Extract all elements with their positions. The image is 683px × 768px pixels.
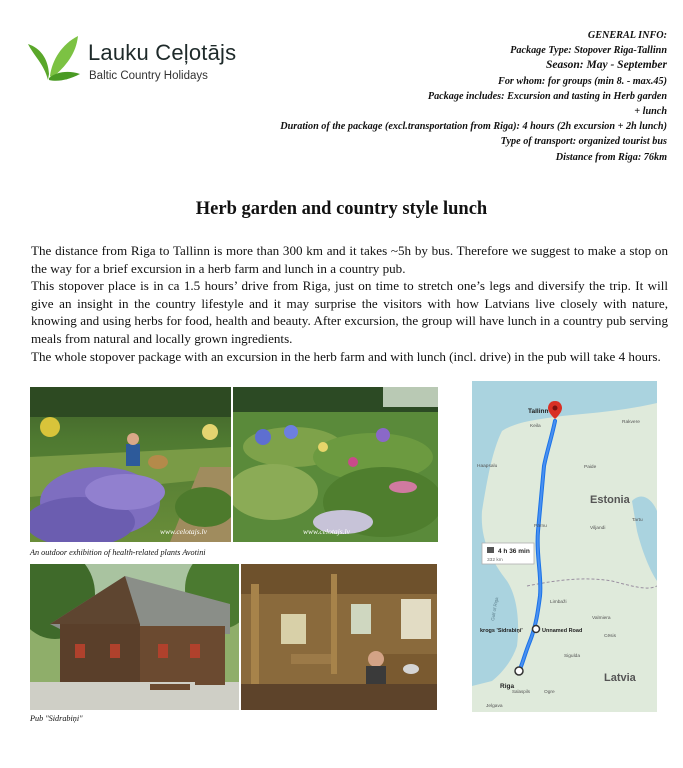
map-city-riga: Riga: [500, 683, 515, 690]
map-town-sigulda: Sigulda: [564, 654, 581, 659]
route-distance: 332 km: [487, 558, 503, 563]
paragraph: The whole stopover package with an excursion in the herb farm and with lunch (incl. drive) in the pub will take 4 hours.: [31, 348, 661, 364]
duration: Duration of the package (excl.transportation from Riga): 4 hours (2h excursion + 2h lunch): [280, 121, 667, 133]
map-town-jelgava: Jelgava: [486, 704, 503, 709]
brand-logo: [26, 34, 246, 84]
body-text: [31, 242, 668, 365]
map-country-latvia: Latvia: [604, 672, 636, 684]
map-town-tartu: Tartu: [632, 518, 643, 523]
caption-pub: Pub "Sidrabiņi": [30, 714, 83, 723]
map-town-keila: Keila: [530, 424, 541, 429]
season: Season: May - September: [545, 59, 667, 72]
map-town-viljandi: Viljandi: [590, 526, 606, 531]
page-title: Herb garden and country style lunch: [195, 199, 488, 219]
map-poi-road: Unnamed Road: [542, 628, 583, 634]
general-info: [280, 28, 667, 165]
route-map: [472, 381, 657, 712]
distance: Distance from Riga: 76km: [555, 151, 667, 163]
map-country-estonia: Estonia: [590, 494, 630, 506]
map-town-parnu: Pärnu: [534, 524, 547, 529]
map-town-salaspils: Salaspils: [512, 689, 531, 694]
photo-lavender-garden: [30, 387, 231, 542]
caption-garden: An outdoor exhibition of health-related plants Avotini: [30, 548, 206, 557]
photo-pub-exterior: [30, 564, 239, 710]
paragraph: This stopover place is in ca 1.5 hours’ drive from Riga, just on time to stretch one’s legs and diversify the trip. It will give an insight in the country lifestyle and it may surprise the visitors with how Latvians live closely with nature, knowing and using herbs for food, health and beauty. After excursion, the group will have lunch in a country pub serving meals from natural and locally grown ingredients.: [31, 278, 668, 346]
map-town-paide: Paide: [584, 465, 597, 470]
photo-watermark: www.celotajs.lv: [303, 527, 350, 536]
package-includes: Package includes: Excursion and tasting in Herb garden: [427, 90, 667, 102]
photo-watermark: www.celotajs.lv: [160, 527, 207, 536]
package-includes-cont: + lunch: [634, 106, 667, 118]
paragraph: The distance from Riga to Tallinn is more than 300 km and it takes ~5h by bus. Therefore we suggest to make a stop on the way for a brief excursion in a herb farm and lunch in a country pub.: [31, 243, 668, 276]
transport: Type of transport: organized tourist bus: [500, 136, 667, 148]
photo-flower-garden: [233, 387, 438, 542]
package-type: Package Type: Stopover Riga-Tallinn: [510, 45, 667, 57]
for-whom: For whom: for groups (min 8. - max.45): [498, 75, 667, 87]
map-town-valmiera: Valmiera: [592, 616, 611, 621]
map-poi-pub: krogs 'Sidrabiņi': [480, 628, 523, 634]
route-time: 4 h 36 min: [498, 548, 530, 555]
map-town-ogre: Ogre: [544, 690, 555, 695]
map-town-rakvere: Rakvere: [622, 420, 640, 425]
map-town-limbazi: Limbaži: [550, 600, 567, 605]
leaf-logo-icon: [26, 34, 82, 84]
brand-name: Lauku Ceļotājs: [88, 40, 237, 65]
map-gulf-label: Gulf of Riga: [490, 596, 500, 622]
photo-pub-interior: [241, 564, 437, 710]
brand-tagline: Baltic Country Holidays: [89, 70, 208, 82]
map-city-tallinn: Tallinn: [528, 408, 549, 415]
general-info-heading: GENERAL INFO:: [587, 30, 667, 41]
map-town-haapsalu: Haapsalu: [477, 464, 498, 469]
map-town-cesis: Cēsis: [604, 634, 616, 639]
